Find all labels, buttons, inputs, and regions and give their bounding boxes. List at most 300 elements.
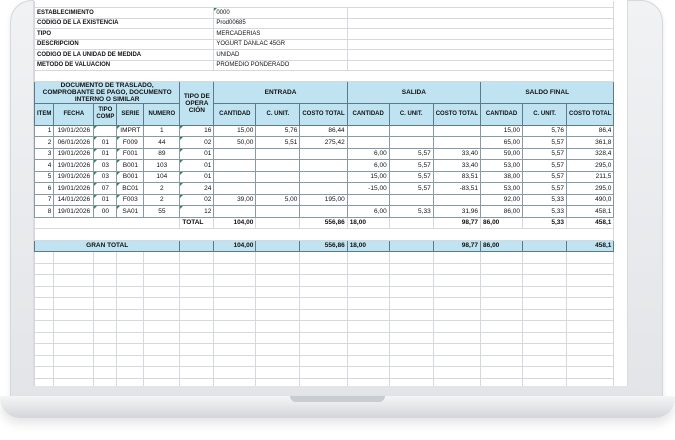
empty-cell[interactable] — [144, 298, 180, 310]
empty-cell[interactable] — [256, 332, 300, 344]
empty-cell[interactable] — [347, 286, 389, 298]
row-item[interactable]: 2 — [35, 137, 54, 149]
empty-cell[interactable] — [256, 355, 300, 367]
row-serie[interactable]: B001 — [117, 160, 144, 172]
empty-cell[interactable] — [35, 344, 54, 356]
row-salida-cunit[interactable]: 5,57 — [389, 160, 433, 172]
empty-cell[interactable] — [94, 355, 117, 367]
empty-cell[interactable] — [35, 252, 54, 264]
empty-cell[interactable] — [389, 309, 433, 321]
grand-total-entrada-cantidad[interactable]: 104,00 — [214, 240, 256, 252]
empty-cell[interactable] — [389, 332, 433, 344]
row-entrada-cunit[interactable]: 5,00 — [256, 194, 300, 206]
info-label[interactable]: METODO DE VALUACION — [35, 60, 214, 71]
empty-cell[interactable] — [180, 286, 214, 298]
row-entrada-cunit[interactable] — [256, 148, 300, 160]
empty-cell[interactable] — [523, 286, 567, 298]
empty-cell[interactable] — [481, 332, 523, 344]
row-entrada-cantidad[interactable] — [214, 160, 256, 172]
row-tipo-operacion[interactable]: 02 — [180, 194, 214, 206]
empty-cell[interactable] — [144, 344, 180, 356]
empty-cell[interactable] — [214, 298, 256, 310]
grand-total-label[interactable]: GRAN TOTAL — [35, 240, 180, 252]
row-salida-cunit[interactable]: 5,57 — [389, 183, 433, 195]
row-fecha[interactable]: 14/01/2026 — [54, 194, 94, 206]
empty-cell[interactable] — [523, 378, 567, 386]
row-saldo-cantidad[interactable]: 53,00 — [481, 160, 523, 172]
empty-cell[interactable] — [94, 332, 117, 344]
empty-cell[interactable] — [433, 367, 480, 379]
empty-cell[interactable] — [214, 286, 256, 298]
row-entrada-cantidad[interactable]: 39,00 — [214, 194, 256, 206]
row-saldo-costo[interactable]: 295,0 — [567, 183, 614, 195]
row-item[interactable]: 4 — [35, 160, 54, 172]
row-entrada-cunit[interactable] — [256, 183, 300, 195]
empty-cell[interactable] — [481, 355, 523, 367]
row-saldo-cunit[interactable]: 5,33 — [523, 206, 567, 218]
row-entrada-costo[interactable] — [300, 148, 347, 160]
empty-cell[interactable] — [144, 275, 180, 287]
empty-cell[interactable] — [180, 309, 214, 321]
info-label[interactable]: CODIGO DE LA UNIDAD DE MEDIDA — [35, 50, 214, 61]
row-serie[interactable]: SA01 — [117, 206, 144, 218]
row-saldo-cantidad[interactable]: 92,00 — [481, 194, 523, 206]
empty-cell[interactable] — [180, 263, 214, 275]
empty-cell[interactable] — [481, 263, 523, 275]
empty-cell[interactable] — [35, 298, 54, 310]
row-saldo-costo[interactable]: 328,4 — [567, 148, 614, 160]
empty-cell[interactable] — [214, 367, 256, 379]
empty-cell[interactable] — [567, 252, 614, 264]
row-saldo-cantidad[interactable]: 38,00 — [481, 171, 523, 183]
row-fecha[interactable]: 19/01/2026 — [54, 206, 94, 218]
empty-cell[interactable] — [180, 275, 214, 287]
empty-cell[interactable] — [481, 344, 523, 356]
row-tipo-operacion[interactable]: 01 — [180, 148, 214, 160]
header-doc-group[interactable]: DOCUMENTO DE TRASLADO, COMPROBANTE DE PAGO, DOCUMENTO INTERNO O SIMILAR — [35, 81, 180, 103]
header-entrada[interactable]: ENTRADA — [214, 81, 347, 103]
total-salida-costo[interactable]: 98,77 — [433, 217, 480, 229]
row-fecha[interactable]: 19/01/2026 — [54, 125, 94, 137]
row-salida-cunit[interactable] — [389, 125, 433, 137]
row-tipo-comp[interactable]: 01 — [94, 148, 117, 160]
empty-cell[interactable] — [433, 286, 480, 298]
grand-total-saldo-costo[interactable]: 458,1 — [567, 240, 614, 252]
empty-cell[interactable] — [144, 321, 180, 333]
empty-cell[interactable] — [523, 298, 567, 310]
empty-cell[interactable] — [117, 321, 144, 333]
empty-cell[interactable] — [256, 344, 300, 356]
empty-cell[interactable] — [347, 344, 389, 356]
row-numero[interactable]: 89 — [144, 148, 180, 160]
row-tipo-operacion[interactable]: 16 — [180, 125, 214, 137]
empty-cell[interactable] — [144, 263, 180, 275]
empty-cell[interactable] — [214, 344, 256, 356]
empty-cell[interactable] — [567, 309, 614, 321]
row-serie[interactable]: F001 — [117, 148, 144, 160]
empty-cell[interactable] — [214, 275, 256, 287]
row-tipo-operacion[interactable]: 02 — [180, 137, 214, 149]
empty-cell[interactable] — [54, 263, 94, 275]
grand-total-saldo-cantidad[interactable]: 86,00 — [481, 240, 523, 252]
empty-cell[interactable] — [35, 263, 54, 275]
row-saldo-costo[interactable]: 295,0 — [567, 160, 614, 172]
row-tipo-comp[interactable]: 00 — [94, 206, 117, 218]
empty-cell[interactable] — [300, 286, 347, 298]
info-value[interactable]: PROMEDIO PONDERADO — [214, 60, 347, 71]
empty-cell[interactable] — [35, 332, 54, 344]
empty-cell[interactable] — [347, 332, 389, 344]
empty-cell[interactable] — [567, 332, 614, 344]
row-entrada-costo[interactable] — [300, 171, 347, 183]
empty-cell[interactable] — [433, 321, 480, 333]
empty-cell[interactable] — [256, 252, 300, 264]
empty-cell[interactable] — [35, 367, 54, 379]
row-salida-cantidad[interactable] — [347, 137, 389, 149]
empty-cell[interactable] — [347, 355, 389, 367]
total-saldo-costo[interactable]: 458,1 — [567, 217, 614, 229]
header-saldo-final[interactable]: SALDO FINAL — [481, 81, 614, 103]
row-saldo-cunit[interactable]: 5,57 — [523, 183, 567, 195]
empty-cell[interactable] — [300, 275, 347, 287]
row-entrada-cantidad[interactable]: 15,00 — [214, 125, 256, 137]
empty-cell[interactable] — [523, 252, 567, 264]
header-saldo-cantidad[interactable]: CANTIDAD — [481, 103, 523, 125]
grand-total-entrada-costo[interactable]: 556,86 — [300, 240, 347, 252]
empty-cell[interactable] — [256, 378, 300, 386]
empty-cell[interactable] — [523, 332, 567, 344]
header-numero[interactable]: NUMERO — [144, 103, 180, 125]
row-saldo-cunit[interactable]: 5,33 — [523, 194, 567, 206]
empty-cell[interactable] — [94, 367, 117, 379]
row-salida-cantidad[interactable]: -15,00 — [347, 183, 389, 195]
empty-cell[interactable] — [117, 344, 144, 356]
row-saldo-cunit[interactable]: 5,76 — [523, 125, 567, 137]
empty-cell[interactable] — [347, 263, 389, 275]
row-numero[interactable]: 55 — [144, 206, 180, 218]
empty-cell[interactable] — [144, 252, 180, 264]
header-entrada-costo[interactable]: COSTO TOTAL — [300, 103, 347, 125]
row-salida-costo[interactable] — [433, 125, 480, 137]
row-entrada-cunit[interactable] — [256, 206, 300, 218]
row-saldo-cantidad[interactable]: 15,00 — [481, 125, 523, 137]
empty-cell[interactable] — [94, 252, 117, 264]
empty-cell[interactable] — [256, 367, 300, 379]
row-salida-cantidad[interactable]: 6,00 — [347, 160, 389, 172]
empty-cell[interactable] — [523, 321, 567, 333]
row-fecha[interactable]: 19/01/2026 — [54, 171, 94, 183]
row-tipo-operacion[interactable]: 01 — [180, 171, 214, 183]
total-saldo-cunit[interactable]: 5,33 — [523, 217, 567, 229]
empty-cell[interactable] — [144, 378, 180, 386]
header-salida-costo[interactable]: COSTO TOTAL — [433, 103, 480, 125]
empty-cell[interactable] — [389, 286, 433, 298]
row-tipo-operacion[interactable]: 01 — [180, 160, 214, 172]
row-saldo-cunit[interactable]: 5,57 — [523, 137, 567, 149]
row-saldo-costo[interactable]: 490,0 — [567, 194, 614, 206]
empty-cell[interactable] — [300, 378, 347, 386]
header-saldo-costo[interactable]: COSTO TOTAL — [567, 103, 614, 125]
row-tipo-comp[interactable]: 01 — [94, 137, 117, 149]
row-entrada-cunit[interactable] — [256, 171, 300, 183]
empty-cell[interactable] — [94, 298, 117, 310]
row-entrada-costo[interactable]: 86,44 — [300, 125, 347, 137]
row-fecha[interactable]: 19/01/2026 — [54, 160, 94, 172]
empty-cell[interactable] — [214, 309, 256, 321]
row-numero[interactable]: 1 — [144, 125, 180, 137]
empty-cell[interactable] — [389, 275, 433, 287]
empty-cell[interactable] — [94, 263, 117, 275]
row-fecha[interactable]: 19/01/2026 — [54, 183, 94, 195]
empty-cell[interactable] — [389, 378, 433, 386]
empty-cell[interactable] — [433, 378, 480, 386]
row-item[interactable]: 1 — [35, 125, 54, 137]
empty-cell[interactable] — [35, 321, 54, 333]
empty-cell[interactable] — [144, 355, 180, 367]
empty-cell[interactable] — [347, 367, 389, 379]
empty-cell[interactable] — [433, 344, 480, 356]
empty-cell[interactable] — [117, 298, 144, 310]
empty-cell[interactable] — [523, 309, 567, 321]
row-fecha[interactable]: 06/01/2026 — [54, 137, 94, 149]
row-salida-costo[interactable]: -83,51 — [433, 183, 480, 195]
info-label[interactable]: TIPO — [35, 29, 214, 40]
empty-cell[interactable] — [94, 321, 117, 333]
header-salida[interactable]: SALIDA — [347, 81, 480, 103]
row-entrada-cantidad[interactable]: 50,00 — [214, 137, 256, 149]
empty-cell[interactable] — [567, 286, 614, 298]
empty-cell[interactable] — [433, 263, 480, 275]
empty-cell[interactable] — [180, 332, 214, 344]
empty-cell[interactable] — [481, 286, 523, 298]
row-salida-cantidad[interactable]: 15,00 — [347, 171, 389, 183]
empty-cell[interactable] — [214, 332, 256, 344]
empty-cell[interactable] — [117, 355, 144, 367]
empty-cell[interactable] — [389, 344, 433, 356]
empty-cell[interactable] — [481, 275, 523, 287]
row-entrada-cantidad[interactable] — [214, 183, 256, 195]
row-salida-costo[interactable]: 33,40 — [433, 160, 480, 172]
empty-cell[interactable] — [54, 321, 94, 333]
empty-cell[interactable] — [54, 355, 94, 367]
row-tipo-operacion[interactable]: 12 — [180, 206, 214, 218]
empty-cell[interactable] — [389, 367, 433, 379]
empty-cell[interactable] — [389, 321, 433, 333]
empty-cell[interactable] — [567, 344, 614, 356]
row-entrada-cunit[interactable]: 5,51 — [256, 137, 300, 149]
row-entrada-cantidad[interactable] — [214, 171, 256, 183]
row-serie[interactable]: BC01 — [117, 183, 144, 195]
empty-cell[interactable] — [94, 309, 117, 321]
empty-cell[interactable] — [144, 332, 180, 344]
empty-cell[interactable] — [256, 263, 300, 275]
empty-cell[interactable] — [300, 332, 347, 344]
row-tipo-comp[interactable] — [94, 125, 117, 137]
total-entrada-costo[interactable]: 556,86 — [300, 217, 347, 229]
empty-cell[interactable] — [117, 367, 144, 379]
empty-cell[interactable] — [433, 275, 480, 287]
empty-cell[interactable] — [54, 378, 94, 386]
row-numero[interactable]: 104 — [144, 171, 180, 183]
row-numero[interactable]: 44 — [144, 137, 180, 149]
empty-cell[interactable] — [300, 344, 347, 356]
empty-cell[interactable] — [180, 344, 214, 356]
empty-cell[interactable] — [389, 355, 433, 367]
empty-cell[interactable] — [35, 378, 54, 386]
empty-cell[interactable] — [481, 298, 523, 310]
empty-cell[interactable] — [389, 263, 433, 275]
empty-cell[interactable] — [180, 298, 214, 310]
row-salida-cunit[interactable]: 5,57 — [389, 148, 433, 160]
total-entrada-cantidad[interactable]: 104,00 — [214, 217, 256, 229]
empty-cell[interactable] — [347, 309, 389, 321]
row-item[interactable]: 6 — [35, 183, 54, 195]
row-item[interactable]: 3 — [35, 148, 54, 160]
row-item[interactable]: 7 — [35, 194, 54, 206]
info-value[interactable]: YOGURT DANLAC 45GR — [214, 39, 347, 50]
empty-cell[interactable] — [54, 344, 94, 356]
empty-cell[interactable] — [35, 355, 54, 367]
empty-cell[interactable] — [54, 309, 94, 321]
empty-cell[interactable] — [481, 367, 523, 379]
empty-cell[interactable] — [117, 309, 144, 321]
info-value[interactable]: MERCADERIAS — [214, 29, 347, 40]
row-serie[interactable]: F003 — [117, 194, 144, 206]
total-saldo-cantidad[interactable]: 86,00 — [481, 217, 523, 229]
row-serie[interactable]: IMPRT — [117, 125, 144, 137]
empty-cell[interactable] — [567, 321, 614, 333]
row-entrada-costo[interactable] — [300, 183, 347, 195]
empty-cell[interactable] — [300, 367, 347, 379]
row-numero[interactable]: 2 — [144, 194, 180, 206]
empty-cell[interactable] — [347, 321, 389, 333]
empty-cell[interactable] — [94, 275, 117, 287]
empty-cell[interactable] — [389, 298, 433, 310]
empty-cell[interactable] — [117, 378, 144, 386]
row-salida-costo[interactable] — [433, 194, 480, 206]
header-salida-cunit[interactable]: C. UNIT. — [389, 103, 433, 125]
header-saldo-cunit[interactable]: C. UNIT. — [523, 103, 567, 125]
row-salida-cantidad[interactable] — [347, 194, 389, 206]
info-value[interactable]: 0000 — [214, 8, 347, 19]
empty-cell[interactable] — [180, 252, 214, 264]
row-tipo-operacion[interactable]: 24 — [180, 183, 214, 195]
empty-cell[interactable] — [300, 298, 347, 310]
grand-total-salida-cantidad[interactable]: 18,00 — [347, 240, 389, 252]
empty-cell[interactable] — [180, 378, 214, 386]
row-saldo-costo[interactable]: 211,5 — [567, 171, 614, 183]
empty-cell[interactable] — [523, 344, 567, 356]
empty-cell[interactable] — [214, 321, 256, 333]
empty-cell[interactable] — [35, 286, 54, 298]
row-salida-cunit[interactable]: 5,33 — [389, 206, 433, 218]
info-label[interactable]: ESTABLECIMIENTO — [35, 8, 214, 19]
header-salida-cantidad[interactable]: CANTIDAD — [347, 103, 389, 125]
row-fecha[interactable]: 19/01/2026 — [54, 148, 94, 160]
header-serie[interactable]: SERIE — [117, 103, 144, 125]
empty-cell[interactable] — [347, 252, 389, 264]
row-entrada-cantidad[interactable] — [214, 148, 256, 160]
header-tipo-comp[interactable]: TIPO COMP — [94, 103, 117, 125]
empty-cell[interactable] — [94, 286, 117, 298]
empty-cell[interactable] — [256, 286, 300, 298]
row-saldo-cunit[interactable]: 5,57 — [523, 148, 567, 160]
info-value[interactable]: Prod00685 — [214, 18, 347, 29]
row-saldo-cantidad[interactable]: 53,00 — [481, 183, 523, 195]
empty-cell[interactable] — [300, 263, 347, 275]
header-entrada-cunit[interactable]: C. UNIT. — [256, 103, 300, 125]
info-label[interactable]: CODIGO DE LA EXISTENCIA — [35, 18, 214, 29]
empty-cell[interactable] — [214, 263, 256, 275]
empty-cell[interactable] — [180, 321, 214, 333]
row-entrada-cunit[interactable]: 5,76 — [256, 125, 300, 137]
row-tipo-comp[interactable]: 03 — [94, 171, 117, 183]
empty-cell[interactable] — [567, 355, 614, 367]
empty-cell[interactable] — [214, 252, 256, 264]
empty-cell[interactable] — [94, 344, 117, 356]
row-tipo-comp[interactable]: 01 — [94, 194, 117, 206]
row-item[interactable]: 8 — [35, 206, 54, 218]
empty-cell[interactable] — [35, 309, 54, 321]
row-salida-cantidad[interactable] — [347, 125, 389, 137]
empty-cell[interactable] — [300, 321, 347, 333]
row-saldo-cunit[interactable]: 5,57 — [523, 171, 567, 183]
empty-cell[interactable] — [523, 367, 567, 379]
empty-cell[interactable] — [256, 321, 300, 333]
empty-cell[interactable] — [54, 286, 94, 298]
empty-cell[interactable] — [433, 355, 480, 367]
empty-cell[interactable] — [481, 252, 523, 264]
empty-cell[interactable] — [567, 275, 614, 287]
empty-cell[interactable] — [144, 309, 180, 321]
empty-cell[interactable] — [523, 355, 567, 367]
empty-cell[interactable] — [523, 275, 567, 287]
empty-cell[interactable] — [94, 378, 117, 386]
empty-cell[interactable] — [54, 298, 94, 310]
empty-cell[interactable] — [567, 298, 614, 310]
row-serie[interactable]: F009 — [117, 137, 144, 149]
empty-cell[interactable] — [523, 263, 567, 275]
row-tipo-comp[interactable]: 03 — [94, 160, 117, 172]
empty-cell[interactable] — [117, 332, 144, 344]
row-entrada-costo[interactable] — [300, 206, 347, 218]
empty-cell[interactable] — [567, 367, 614, 379]
row-entrada-costo[interactable] — [300, 160, 347, 172]
row-salida-cantidad[interactable]: 6,00 — [347, 206, 389, 218]
empty-cell[interactable] — [144, 286, 180, 298]
empty-cell[interactable] — [433, 332, 480, 344]
empty-cell[interactable] — [433, 252, 480, 264]
row-numero[interactable]: 103 — [144, 160, 180, 172]
row-salida-cunit[interactable] — [389, 137, 433, 149]
empty-cell[interactable] — [144, 367, 180, 379]
empty-cell[interactable] — [180, 355, 214, 367]
empty-cell[interactable] — [54, 275, 94, 287]
row-numero[interactable]: 2 — [144, 183, 180, 195]
empty-cell[interactable] — [389, 252, 433, 264]
row-saldo-cantidad[interactable]: 86,00 — [481, 206, 523, 218]
total-label[interactable]: TOTAL — [180, 217, 214, 229]
empty-cell[interactable] — [347, 275, 389, 287]
empty-cell[interactable] — [117, 263, 144, 275]
row-entrada-costo[interactable]: 195,00 — [300, 194, 347, 206]
row-tipo-comp[interactable]: 07 — [94, 183, 117, 195]
row-saldo-costo[interactable]: 86,4 — [567, 125, 614, 137]
header-item[interactable]: ITEM — [35, 103, 54, 125]
row-salida-cantidad[interactable]: 6,00 — [347, 148, 389, 160]
header-entrada-cantidad[interactable]: CANTIDAD — [214, 103, 256, 125]
empty-cell[interactable] — [433, 298, 480, 310]
